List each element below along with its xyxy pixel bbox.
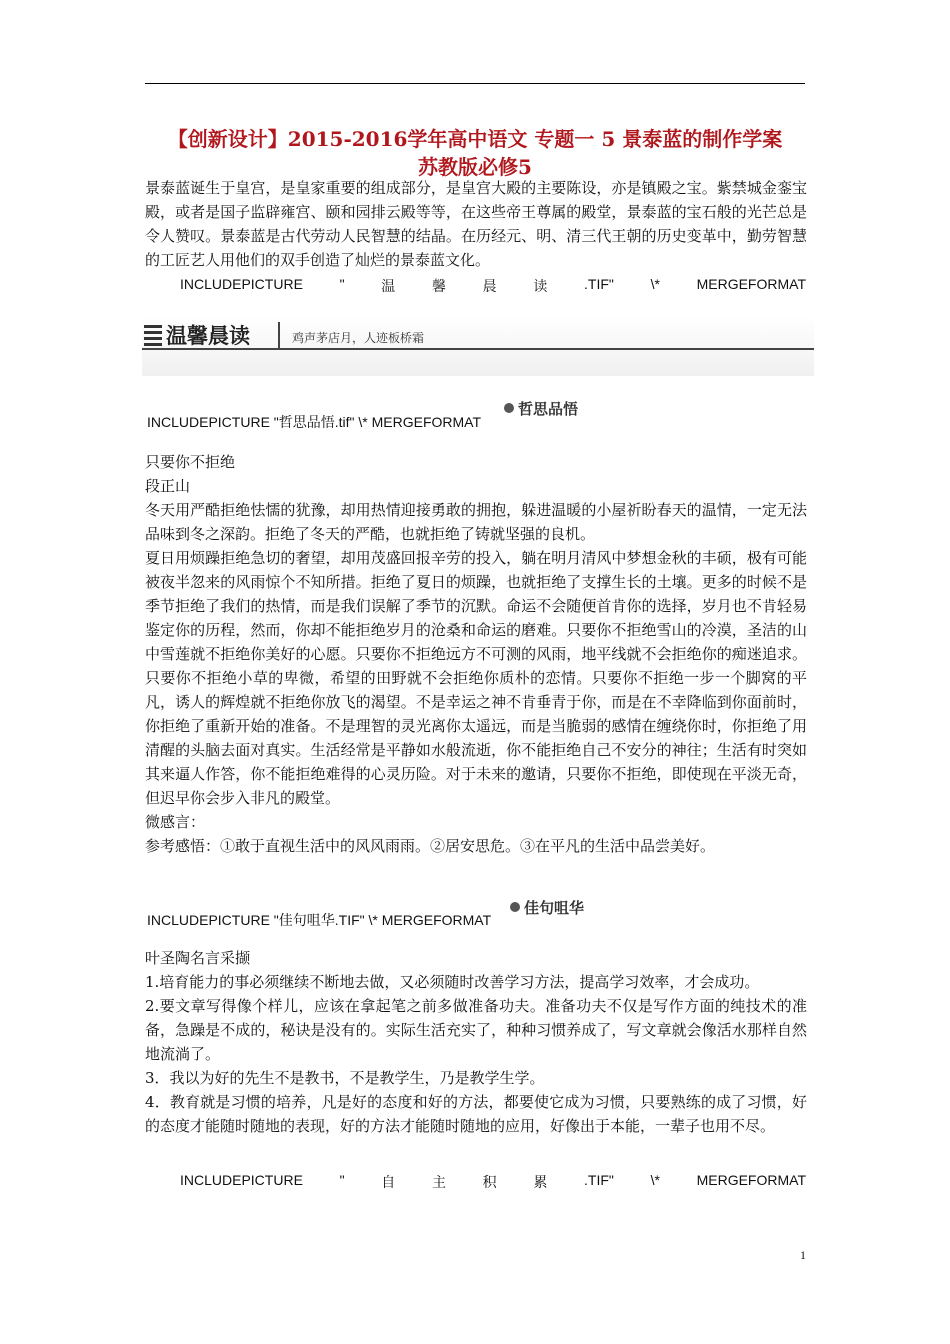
field-token: " <box>339 276 345 292</box>
essay-paragraph: 冬天用严酷拒绝怯懦的犹豫，却用热情迎接勇敢的拥抱，躲进温暖的小屋祈盼春天的温情，一定无法品味到冬之深韵。拒绝了冬天的严酷，也就拒绝了铸就坚强的良机。 <box>145 501 807 543</box>
bullet-icon <box>504 403 514 413</box>
bullet-icon <box>510 902 520 912</box>
section-tag-label: 哲思品悟 <box>518 400 579 418</box>
field-code-zizhu <box>180 1172 806 1192</box>
field-token: 馨 <box>431 278 446 294</box>
section-banner <box>142 316 814 376</box>
field-code-zhesi: INCLUDEPICTURE "哲思品悟.tif" \* MERGEFORMAT <box>147 414 482 430</box>
page-number: 1 <box>800 1248 806 1262</box>
section-tag-jiaju <box>510 897 584 918</box>
field-token: 读 <box>533 278 548 294</box>
banner-title: 温馨晨读 <box>166 324 250 348</box>
quote-item: 3．我以为好的先生不是教书，不是教学生，乃是教学生学。 <box>145 1069 545 1087</box>
field-token: 自 <box>381 1174 396 1190</box>
section-tag-zhesi <box>504 398 578 419</box>
doc-title-line1: 【创新设计】2015-2016学年高中语文 专题一 5 景泰蓝的制作学案 <box>167 127 783 151</box>
field-token: 温 <box>381 278 396 294</box>
doc-title-line2: 苏教版必修5 <box>418 155 532 179</box>
field-code-jiaju: INCLUDEPICTURE "佳句咀华.TIF" \* MERGEFORMAT <box>147 912 492 928</box>
field-token: 晨 <box>482 278 497 294</box>
field-token: " <box>339 1172 345 1188</box>
field-token: .TIF" <box>584 276 614 292</box>
banner-divider <box>278 322 280 348</box>
banner-underline <box>142 348 814 350</box>
field-token: INCLUDEPICTURE <box>180 276 303 292</box>
intro-paragraph: 景泰蓝诞生于皇宫，是皇家重要的组成部分，是皇宫大殿的主要陈设，亦是镇殿之宝。紫禁城金銮宝殿，或者是国子监辟雍宫、颐和园排云殿等等，在这些帝王尊属的殿堂，景泰蓝的宝石般的光芒总是令人赞叹。景泰蓝是古代劳动人民智慧的结晶。在历经元、明、清三代王朝的历史变革中，勤劳智慧的工匠艺人用他们的双手创造了灿烂的景泰蓝文化。 <box>145 179 807 269</box>
quotes-title: 叶圣陶名言采撷 <box>145 949 251 967</box>
field-token: 主 <box>431 1174 446 1190</box>
field-token: \* <box>650 276 660 292</box>
header-rule <box>145 83 805 84</box>
field-token: \* <box>650 1172 660 1188</box>
field-token: 积 <box>482 1174 497 1190</box>
section-tag-label: 佳句咀华 <box>524 899 585 917</box>
field-token: MERGEFORMAT <box>696 1172 806 1188</box>
quote-item: 2.要文章写得像个样儿，应该在拿起笔之前多做准备功夫。准备功夫不仅是写作方面的纯技术的准备，急躁是不成的，秘诀是没有的。实际生活充实了，种种习惯养成了，写文章就会像活水那样自然地流淌了。 <box>145 997 807 1063</box>
field-token: MERGEFORMAT <box>696 276 806 292</box>
quote-item: 4．教育就是习惯的培养，凡是好的态度和好的方法，都要使它成为习惯，只要熟练的成了习惯，好的态度才能随时随地的表现，好的方法才能随时随地的应用，好像出于本能，一辈子也用不尽。 <box>145 1093 807 1135</box>
field-token: .TIF" <box>584 1172 614 1188</box>
field-token: 累 <box>533 1174 548 1190</box>
quotes-block <box>145 946 807 1138</box>
essay-title: 只要你不拒绝 <box>145 453 236 471</box>
essay-paragraph: 夏日用烦躁拒绝急切的奢望，却用茂盛回报辛劳的投入，躺在明月清风中梦想金秋的丰硕，极有可能被夜半忽来的风雨惊个不知所措。拒绝了夏日的烦躁，也就拒绝了支撑生长的土壤。更多的时候不是季节拒绝了我们的热情，而是我们误解了季节的沉默。命运不会随便首肯你的选择，岁月也不肯轻易鉴定你的历程，然而，你却不能拒绝岁月的沧桑和命运的磨难。只要你不拒绝雪山的冷漠，圣洁的山中雪莲就不拒绝你美好的心愿。只要你不拒绝远方不可测的风雨，地平线就不会拒绝你的痴迷追求。只要你不拒绝小草的卑微，希望的田野就不会拒绝你质朴的恋情。只要你不拒绝一步一个脚窝的平凡，诱人的辉煌就不拒绝你放飞的渴望。不是幸运之神不肯垂青于你，而是在不幸降临到你面前时，你拒绝了重新开始的准备。不是理智的灵光离你太遥远，而是当脆弱的感情在缠绕你时，你拒绝了用清醒的头脑去面对真实。生活经常是平静如水般流逝，你不能拒绝自己不安分的神往；生活有时突如其来逼人作答，你不能拒绝难得的心灵历险。对于未来的邀请，只要你不拒绝，即使现在平淡无奇，但迟早你会步入非凡的殿堂。 <box>145 549 807 807</box>
reference-answer: 参考感悟：①敢于直视生活中的风风雨雨。②居安思危。③在平凡的生活中品尝美好。 <box>145 837 716 855</box>
essay-author: 段正山 <box>145 477 191 495</box>
comment-label: 微感言： <box>145 813 206 831</box>
field-code-wenxin <box>180 276 806 296</box>
essay-block <box>145 450 807 858</box>
banner-subtitle: 鸡声茅店月，人迹板桥霜 <box>292 331 425 345</box>
quote-item: 1.培育能力的事必须继续不断地去做，又必须随时改善学习方法，提高学习效率，才会成功。 <box>145 973 760 991</box>
field-token: INCLUDEPICTURE <box>180 1172 303 1188</box>
